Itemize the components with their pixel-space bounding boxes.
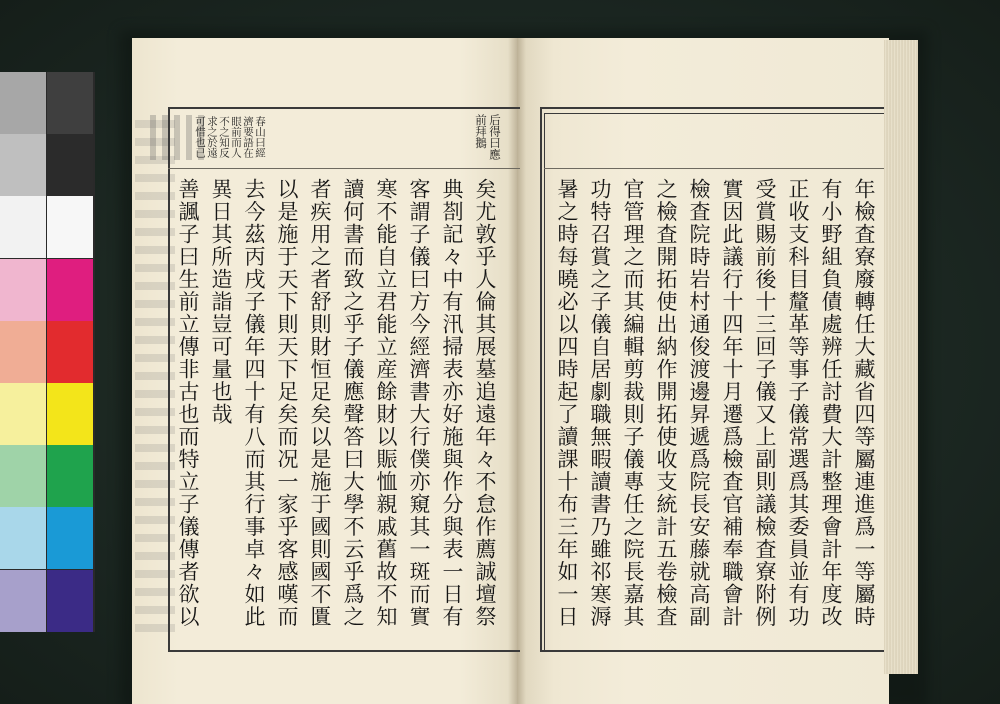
left-text-column-8: 去今茲丙戌子儀年四十有八而其行事卓々如此 <box>242 178 266 628</box>
left-header-divider <box>168 168 520 169</box>
right-frame-left <box>540 107 542 652</box>
left-frame-bottom <box>168 650 520 652</box>
right-text-column-4: 受賞賜前後十三回子儀又上副則議檢査寮附例 <box>753 178 777 628</box>
right-text-column-1: 年檢査寮廢轉任大藏省四等屬連進爲一等屬時 <box>852 178 876 628</box>
left-text-column-9: 異日其所造詣豈可量也哉 <box>209 178 233 426</box>
checker-swatch <box>0 134 46 196</box>
left-text-column-1: 矣尤敦乎人倫其展墓追遠年々不怠作薦誠壇祭 <box>473 178 497 628</box>
note-line-3: 眼前而人 <box>230 116 242 158</box>
note-line-5: 求之於遠 <box>206 116 218 158</box>
right-frame-left-inner <box>544 113 545 652</box>
right-text-column-2: 有小野組負債處辨任討費大計整理會計年度改 <box>819 178 843 628</box>
left-frame-top <box>168 107 520 109</box>
note-line-4: 不之知反 <box>218 116 230 158</box>
left-text-column-5: 讀何書而致之乎子儀應聲答曰大學不云乎爲之 <box>341 178 365 628</box>
note-line-1: 春山曰經 <box>254 116 266 158</box>
right-text-column-5: 實因此議行十四年十月遷爲檢査官補奉職會計 <box>720 178 744 628</box>
checker-swatch <box>0 383 46 445</box>
note-line-2: 濟要語在 <box>242 116 254 158</box>
left-text-column-3: 客謂子儀曰方今經濟書大行僕亦窺其一斑而實 <box>407 178 431 628</box>
right-text-column-7: 之檢査開拓使出納作開拓使收支統計五卷檢査 <box>654 178 678 628</box>
checker-swatch <box>47 259 93 321</box>
right-frame-bottom <box>540 650 884 652</box>
checker-swatch <box>47 445 93 507</box>
right-text-column-3: 正收支科目釐革等事子儀常選爲其委員並有功 <box>786 178 810 628</box>
right-frame-top-inner <box>544 113 884 114</box>
checker-swatch <box>47 321 93 383</box>
left-text-column-2: 典剳記々中有汛掃表亦好施與作分與表一日有 <box>440 178 464 628</box>
right-text-column-10: 暑之時每曉必以四時起了讀課十布三年如一日 <box>555 178 579 628</box>
left-text-column-4: 寒不能自立君能立産餘財以賑恤親戚舊故不知 <box>374 178 398 628</box>
checker-swatch <box>47 507 93 569</box>
right-text-column-6: 檢査院時岩村通俊渡邊昇遞爲院長安藤就高副 <box>687 178 711 628</box>
left-text-column-10: 善諷子曰生前立傳非古也而特立子儀傳者欲以 <box>176 178 200 628</box>
right-text-column-9: 功特召賞之子儀自居劇職無暇讀書乃雖祁寒溽 <box>588 178 612 628</box>
note-line-6: 可惜也已 <box>194 116 206 158</box>
right-header-divider <box>544 168 884 169</box>
color-checker-strip <box>0 72 95 632</box>
checker-swatch <box>47 72 93 134</box>
book-gutter <box>508 38 526 704</box>
header-title-line-2: 前拜鵝 <box>474 114 488 149</box>
checker-swatch <box>47 196 93 258</box>
checker-swatch <box>0 196 46 258</box>
page-edges <box>884 40 918 674</box>
checker-swatch <box>0 72 46 134</box>
left-text-column-7: 以是施于天下則天下足矣而况一家乎客感嘆而 <box>275 178 299 628</box>
left-frame-left <box>168 107 170 652</box>
left-text-column-6: 者疾用之者舒則財恒足矣以是施于國則國不匱 <box>308 178 332 628</box>
checker-swatch <box>0 445 46 507</box>
checker-swatch <box>47 570 93 632</box>
checker-swatch <box>47 134 93 196</box>
right-frame-top <box>540 107 884 109</box>
checker-swatch <box>0 321 46 383</box>
header-title-line-1: 后得曰應 <box>488 114 502 160</box>
checker-swatch <box>0 507 46 569</box>
right-text-column-8: 官管理之而其編輯剪裁則子儀專任之院長嘉其 <box>621 178 645 628</box>
checker-swatch <box>0 570 46 632</box>
checker-swatch <box>47 383 93 445</box>
checker-swatch <box>0 259 46 321</box>
